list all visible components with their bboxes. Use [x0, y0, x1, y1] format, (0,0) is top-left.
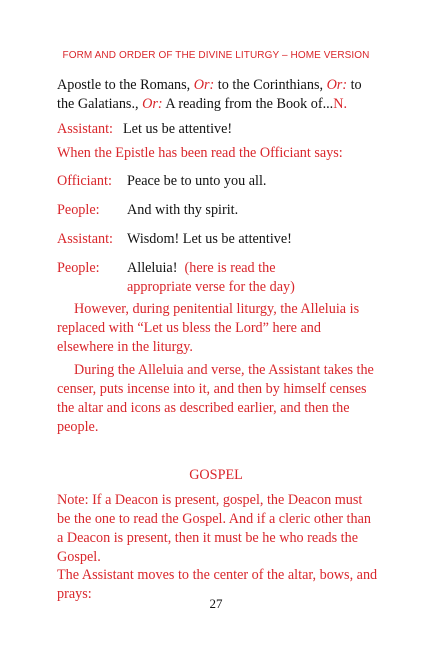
reading-text-1: Apostle to the Romans, — [57, 77, 194, 93]
reading-text-4: A reading from the Book of... — [162, 96, 334, 112]
or-marker-3: Or: — [142, 96, 163, 112]
speaker-text: Peace be to unto you all. — [127, 173, 267, 189]
gospel-heading: GOSPEL — [189, 467, 243, 483]
reading-options — [57, 76, 379, 114]
speaker-label: People: — [57, 202, 100, 218]
note-deacon: Note: If a Deacon is present, gospel, the Deacon must be the one to read the Gospel. And if a cleric other than a Deacon is present, then it must be he who reads the Gospel. — [57, 492, 371, 565]
page-number: 27 — [209, 596, 223, 611]
speaker-text: And with thy spirit. — [127, 202, 239, 218]
reading-text-2: to the Corinthians, — [214, 77, 327, 93]
reading-text-3: to the Galatians., — [57, 77, 362, 112]
speaker-text: Wisdom! Let us be attentive! — [127, 231, 292, 247]
speaker-label: People: — [57, 260, 100, 276]
rubric-assistant: The Assistant moves to the center of the altar, bows, and prays: — [57, 567, 378, 602]
alleluia-text — [127, 259, 387, 297]
speaker-text: Let us be attentive! — [123, 121, 233, 137]
name-marker: N. — [333, 96, 348, 112]
alleluia-word: Alleluia! — [127, 260, 178, 276]
rubric-penitential: However, during penitential liturgy, the Alleluia is replaced with “Let us bless the Lord” here and elsewhere in the liturgy. — [57, 301, 360, 355]
speaker-label: Officiant: — [57, 173, 112, 189]
running-header: FORM AND ORDER OF THE DIVINE LITURGY – HOME VERSION — [62, 50, 370, 61]
or-marker-2: Or: — [326, 77, 348, 93]
alleluia-note-1: (here is read the — [184, 260, 276, 276]
rubric-censer: During the Alleluia and verse, the Assistant takes the censer, puts incense into it, and then by himself censes the altar and icons as described earlier, and then the people. — [57, 362, 374, 435]
speaker-label: Assistant: — [57, 121, 113, 137]
or-marker-1: Or: — [193, 77, 215, 93]
speaker-label: Assistant: — [57, 231, 113, 247]
epistle-rubric: When the Epistle has been read the Officiant says: — [57, 145, 343, 161]
alleluia-note-2: appropriate verse for the day) — [127, 279, 295, 295]
